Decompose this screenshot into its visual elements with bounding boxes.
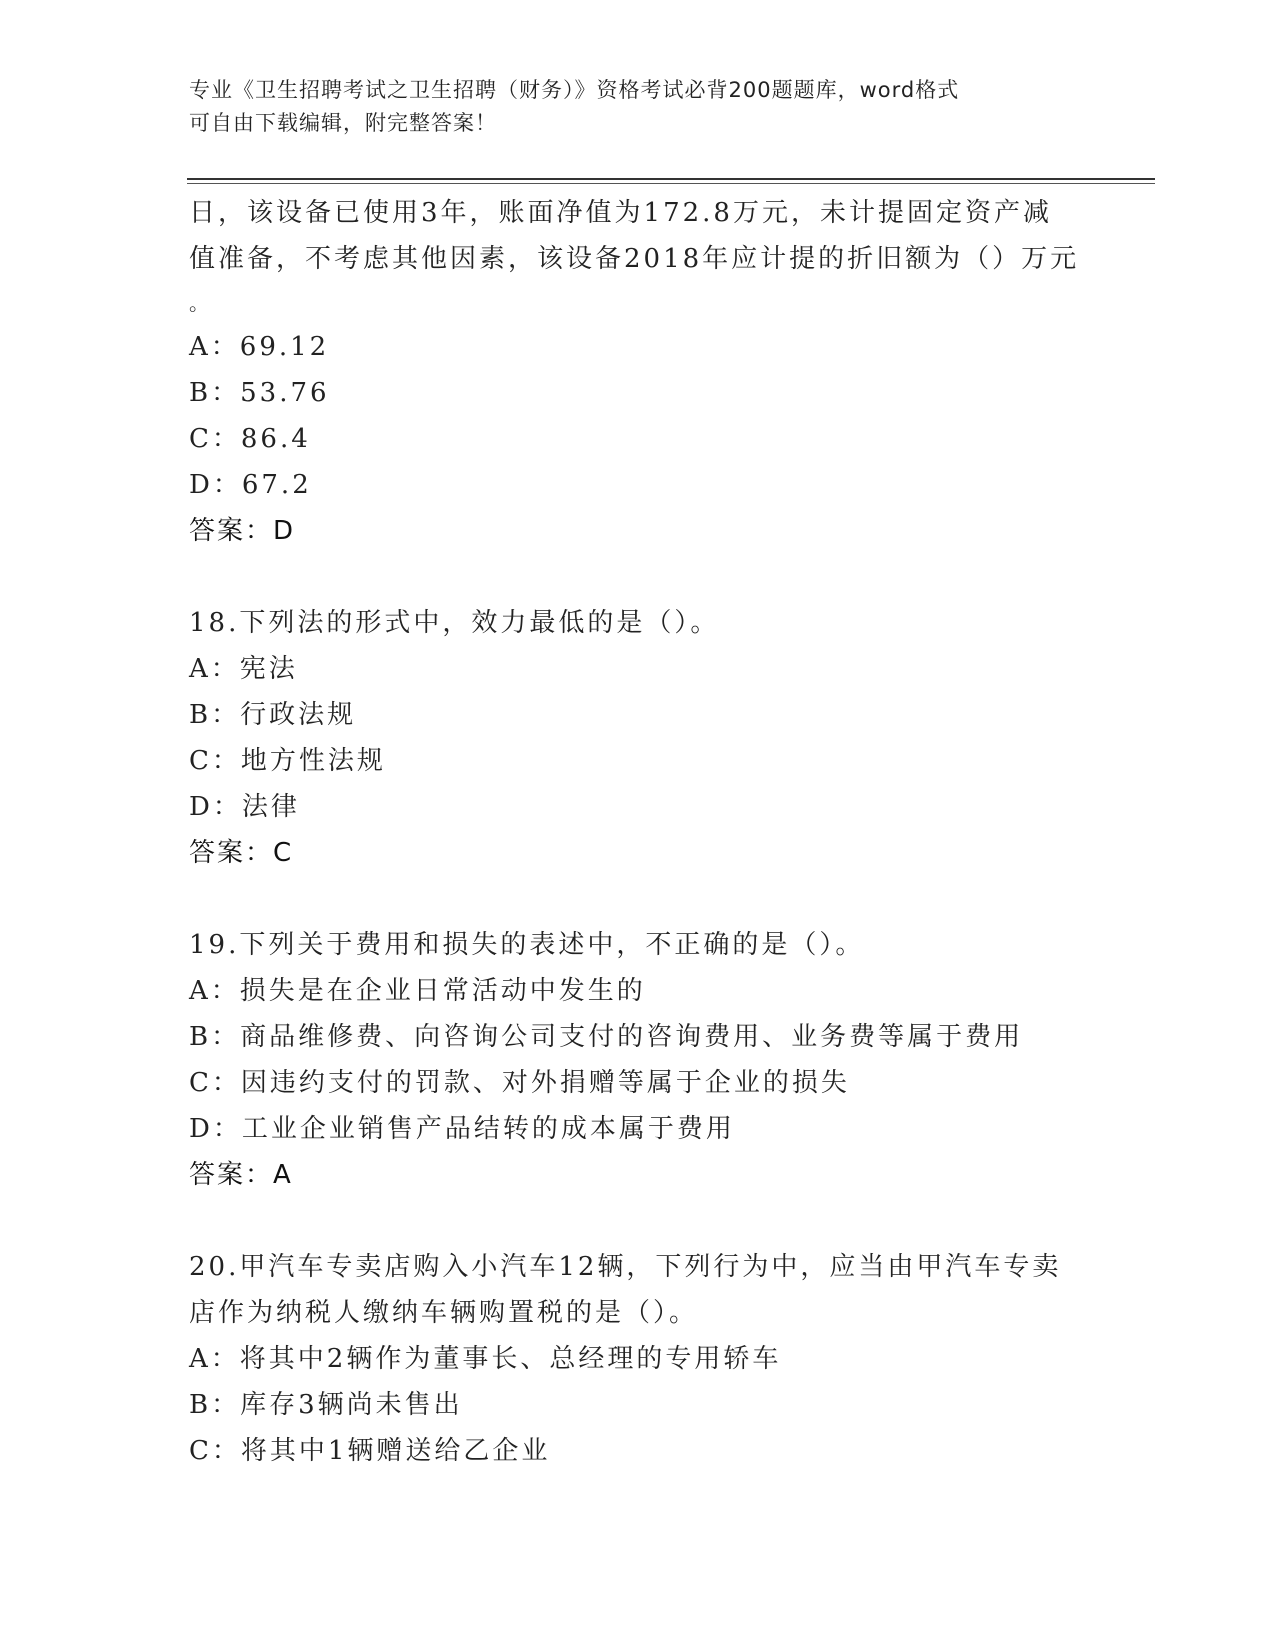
option-c: C：86.4 — [189, 424, 311, 454]
spacer — [189, 876, 1149, 922]
question-18 — [189, 600, 1149, 876]
question-stem-line: 19.下列关于费用和损失的表述中，不正确的是（）。 — [189, 930, 865, 960]
question-stem-line: 值准备，不考虑其他因素，该设备2018年应计提的折旧额为（）万元 — [189, 244, 1080, 274]
answer-label: 答案：C — [189, 838, 294, 868]
answer-label: 答案：A — [189, 1160, 293, 1190]
question-stem-line: 日，该设备已使用3年，账面净值为172.8万元，未计提固定资产减 — [189, 198, 1052, 228]
option-a: A：将其中2辆作为董事长、总经理的专用轿车 — [189, 1344, 782, 1374]
option-c: C：地方性法规 — [189, 746, 386, 776]
option-d: D：67.2 — [189, 470, 312, 500]
question-stem-line: 20.甲汽车专卖店购入小汽车12辆，下列行为中，应当由甲汽车专卖 — [189, 1252, 1062, 1282]
header-title-line-1: 专业《卫生招聘考试之卫生招聘（财务）》资格考试必背200题题库，word格式 — [189, 78, 960, 102]
spacer — [189, 554, 1149, 600]
document-header — [189, 74, 1089, 140]
option-b: B：行政法规 — [189, 700, 357, 730]
question-content — [189, 190, 1149, 1474]
option-a: A：宪法 — [189, 654, 298, 684]
option-d: D：工业企业销售产品结转的成本属于费用 — [189, 1114, 735, 1144]
option-a: A：69.12 — [189, 332, 330, 362]
question-stem-line: 18.下列法的形式中，效力最低的是（）。 — [189, 608, 720, 638]
option-b: B：53.76 — [189, 378, 330, 408]
option-c: C：将其中1辆赠送给乙企业 — [189, 1436, 551, 1466]
question-stem-line: 店作为纳税人缴纳车辆购置税的是（）。 — [189, 1298, 699, 1328]
header-divider-thick — [187, 178, 1155, 180]
option-b: B：库存3辆尚未售出 — [189, 1390, 463, 1420]
spacer — [189, 1198, 1149, 1244]
option-c: C：因违约支付的罚款、对外捐赠等属于企业的损失 — [189, 1068, 850, 1098]
question-19 — [189, 922, 1149, 1198]
answer-label: 答案：D — [189, 516, 296, 546]
option-b: B：商品维修费、向咨询公司支付的咨询费用、业务费等属于费用 — [189, 1022, 1024, 1052]
option-a: A：损失是在企业日常活动中发生的 — [189, 976, 646, 1006]
question-17-continued — [189, 190, 1149, 554]
header-title-line-2: 可自由下载编辑，附完整答案！ — [189, 111, 497, 135]
question-20 — [189, 1244, 1149, 1474]
question-stem-line: 。 — [189, 291, 212, 315]
option-d: D：法律 — [189, 792, 300, 822]
header-divider-thin — [187, 183, 1155, 184]
